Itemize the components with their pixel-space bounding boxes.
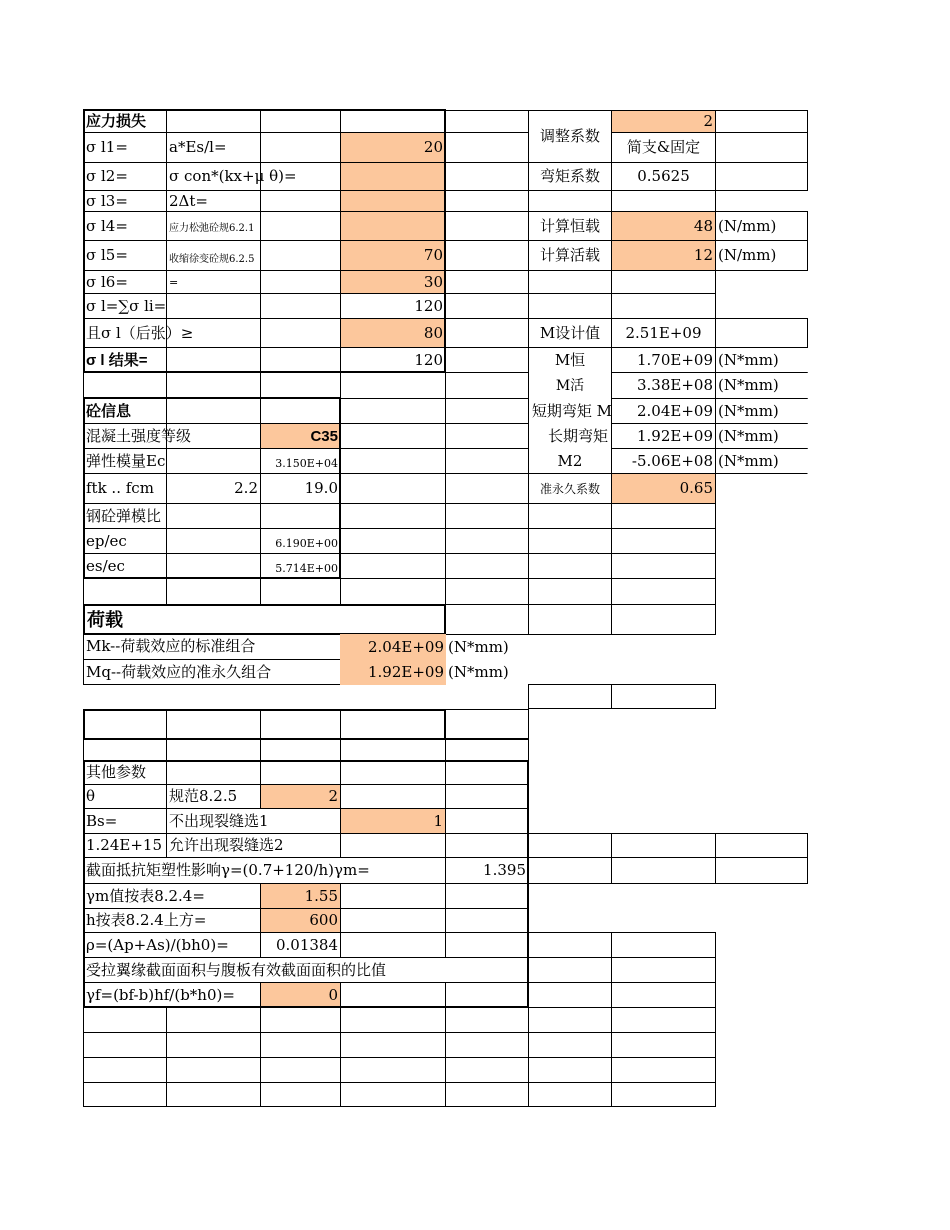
- empty-cell[interactable]: [445, 110, 529, 133]
- empty-cell[interactable]: [260, 162, 341, 191]
- m-design-value: 2.51E+09: [611, 318, 716, 348]
- gamma-value: 1.395: [445, 857, 529, 884]
- empty-cell[interactable]: [340, 578, 446, 605]
- theta-input[interactable]: 2: [260, 784, 341, 809]
- empty-cell[interactable]: [611, 553, 716, 579]
- sl4-input[interactable]: [340, 211, 446, 241]
- empty-cell[interactable]: [445, 347, 529, 373]
- empty-cell[interactable]: [611, 1082, 716, 1107]
- empty-cell[interactable]: [340, 908, 446, 933]
- empty-cell[interactable]: [166, 347, 261, 373]
- empty-cell[interactable]: [528, 932, 612, 958]
- sl2-input[interactable]: [340, 162, 446, 191]
- empty-cell[interactable]: [445, 709, 529, 739]
- empty-cell[interactable]: [340, 448, 446, 474]
- gm-label: γm值按表8.2.4=: [83, 883, 261, 909]
- m2-unit: (N*mm): [715, 448, 808, 474]
- sl5-input[interactable]: 70: [340, 240, 446, 271]
- short-value: 2.04E+09: [611, 398, 716, 424]
- empty-cell[interactable]: [611, 1057, 716, 1083]
- empty-cell[interactable]: [528, 833, 612, 858]
- empty-cell[interactable]: [340, 709, 446, 739]
- sl3-label: σ l3=: [83, 190, 167, 212]
- sum-label-text: σ l=∑σ li=: [86, 296, 167, 315]
- empty-cell[interactable]: [260, 132, 341, 163]
- sl2-formula: σ con*(kx+μ θ)=: [166, 162, 261, 191]
- empty-cell[interactable]: [166, 110, 261, 133]
- empty-cell[interactable]: [445, 982, 529, 1008]
- empty-cell[interactable]: [83, 372, 167, 399]
- concrete-title: 砼信息: [83, 398, 167, 424]
- empty-cell[interactable]: [166, 293, 261, 319]
- empty-cell[interactable]: [528, 503, 612, 529]
- quasi-label: 准永久系数: [528, 473, 612, 504]
- sum-label: [83, 293, 167, 319]
- ec-label-text: 弹性模量Ec: [86, 451, 166, 470]
- empty-cell[interactable]: [340, 784, 446, 809]
- empty-cell[interactable]: [445, 503, 529, 529]
- h-label: h按表8.2.4上方=: [83, 908, 261, 933]
- m-live-unit: (N*mm): [715, 372, 808, 399]
- empty-cell[interactable]: [445, 398, 529, 424]
- long-unit: (N*mm): [715, 423, 808, 449]
- sl6-input[interactable]: 30: [340, 270, 446, 294]
- empty-cell[interactable]: [528, 528, 612, 554]
- empty-cell[interactable]: [340, 739, 446, 761]
- mq-unit: (N*mm): [448, 662, 509, 681]
- gf-input[interactable]: 0: [260, 982, 341, 1008]
- empty-cell[interactable]: [260, 293, 341, 319]
- empty-cell[interactable]: [445, 162, 529, 191]
- gf-label: γf=(bf-b)hf/(b*h0)=: [83, 982, 261, 1008]
- empty-cell[interactable]: [715, 132, 808, 163]
- empty-cell[interactable]: [528, 190, 612, 212]
- empty-cell[interactable]: [611, 857, 716, 884]
- live-load-unit: (N/mm): [715, 240, 808, 271]
- empty-cell[interactable]: [340, 760, 446, 785]
- empty-cell[interactable]: [528, 1057, 612, 1083]
- empty-cell[interactable]: [166, 372, 261, 399]
- empty-cell[interactable]: [83, 1032, 167, 1058]
- other-title: [83, 760, 167, 785]
- empty-cell[interactable]: [260, 270, 341, 294]
- empty-cell[interactable]: [83, 739, 167, 761]
- dead-load-input[interactable]: 48: [611, 211, 716, 241]
- empty-cell[interactable]: [166, 709, 261, 739]
- empty-cell[interactable]: [445, 1057, 529, 1083]
- theta-ref: 规范8.2.5: [166, 784, 261, 809]
- empty-cell[interactable]: [528, 604, 612, 635]
- empty-cell[interactable]: [260, 1032, 341, 1058]
- gamma-label: 截面抵抗矩塑性影响γ=(0.7+120/h)γm=: [83, 857, 446, 884]
- empty-cell[interactable]: [340, 1082, 446, 1107]
- empty-cell[interactable]: [611, 190, 716, 212]
- empty-cell[interactable]: [528, 553, 612, 579]
- empty-cell[interactable]: [528, 1032, 612, 1058]
- empty-cell[interactable]: [611, 604, 716, 635]
- empty-cell[interactable]: [445, 1007, 529, 1033]
- empty-cell[interactable]: [445, 372, 529, 399]
- empty-cell[interactable]: [340, 503, 446, 529]
- result-label: σ l 结果=: [83, 347, 167, 373]
- empty-cell[interactable]: [340, 1007, 446, 1033]
- empty-cell[interactable]: [83, 1082, 167, 1107]
- empty-cell[interactable]: [445, 604, 529, 635]
- bs-opt1: 不出现裂缝选1: [166, 808, 341, 834]
- empty-cell[interactable]: [166, 503, 261, 529]
- empty-cell[interactable]: [715, 162, 808, 191]
- empty-cell[interactable]: [166, 448, 261, 474]
- ratio-label-text: 钢砼弹模比: [86, 506, 162, 525]
- empty-cell[interactable]: [166, 528, 261, 554]
- sum-value: 120: [340, 293, 446, 319]
- ratio-label: [83, 503, 167, 529]
- empty-cell[interactable]: [528, 1082, 612, 1107]
- min-label: [83, 318, 194, 348]
- min-label-text: 且σ l（后张）≥: [86, 323, 194, 342]
- empty-cell[interactable]: [445, 528, 529, 554]
- empty-cell[interactable]: [611, 503, 716, 529]
- sl3-input[interactable]: [340, 190, 446, 212]
- empty-cell[interactable]: [611, 684, 716, 709]
- empty-cell[interactable]: [340, 423, 446, 449]
- stress-loss-title: 应力损失: [83, 110, 167, 133]
- empty-cell[interactable]: [260, 1007, 341, 1033]
- short-unit: (N*mm): [715, 398, 808, 424]
- empty-cell[interactable]: [166, 1032, 261, 1058]
- empty-cell[interactable]: [166, 553, 261, 579]
- sl5-label: σ l5=: [83, 240, 167, 271]
- empty-cell[interactable]: [611, 982, 716, 1008]
- sl2-label: σ l2=: [83, 162, 167, 191]
- empty-cell[interactable]: [166, 760, 261, 785]
- empty-cell[interactable]: [340, 473, 446, 504]
- sl6-formula: =: [166, 270, 261, 294]
- empty-cell[interactable]: [260, 398, 341, 424]
- quasi-input[interactable]: 0.65: [611, 473, 716, 504]
- moment-coef-value: 0.5625: [611, 162, 716, 191]
- sl1-input[interactable]: 20: [340, 132, 446, 163]
- empty-cell[interactable]: [445, 132, 529, 163]
- bs-num: 1.24E+15: [83, 833, 167, 858]
- empty-cell[interactable]: [445, 908, 529, 933]
- m-dead-label: M恒: [554, 350, 586, 369]
- empty-cell[interactable]: [166, 1082, 261, 1107]
- bs-input[interactable]: 1: [340, 808, 446, 834]
- empty-cell[interactable]: [166, 398, 261, 424]
- empty-cell[interactable]: [445, 883, 529, 909]
- empty-cell[interactable]: [83, 1007, 167, 1033]
- m-design-label: M设计值: [528, 318, 612, 348]
- mk-label: Mk--荷载效应的标准组合: [83, 634, 341, 660]
- empty-cell[interactable]: [445, 1032, 529, 1058]
- other-title-text: 其他参数: [86, 763, 147, 781]
- gm-input[interactable]: 1.55: [260, 883, 341, 909]
- empty-cell[interactable]: [260, 1082, 341, 1107]
- long-value: 1.92E+09: [611, 423, 716, 449]
- empty-cell[interactable]: [340, 833, 446, 858]
- empty-cell[interactable]: [260, 240, 341, 271]
- empty-cell[interactable]: [260, 110, 341, 133]
- empty-cell[interactable]: [445, 318, 529, 348]
- sl4-formula: 应力松弛砼规6.2.1: [166, 211, 261, 241]
- empty-cell[interactable]: [445, 739, 529, 761]
- adjust-input[interactable]: 2: [611, 110, 716, 133]
- rho-value: 0.01384: [260, 932, 341, 958]
- empty-cell[interactable]: [83, 578, 167, 605]
- grade-label: [83, 423, 192, 449]
- empty-cell[interactable]: [260, 739, 341, 761]
- empty-cell[interactable]: [445, 473, 529, 504]
- empty-cell[interactable]: [528, 293, 612, 319]
- empty-cell[interactable]: [166, 1057, 261, 1083]
- h-input[interactable]: 600: [260, 908, 341, 933]
- empty-cell[interactable]: [260, 372, 341, 399]
- empty-cell[interactable]: [83, 709, 167, 739]
- empty-cell[interactable]: [445, 553, 529, 579]
- empty-cell[interactable]: [260, 347, 341, 373]
- grade-label-text: 混凝土强度等级: [86, 426, 192, 445]
- es-value: 5.714E+00: [260, 553, 341, 579]
- empty-cell[interactable]: [445, 760, 529, 785]
- ftk-value: 2.2: [166, 473, 261, 504]
- mq-value[interactable]: 1.92E+09: [340, 659, 446, 685]
- empty-cell[interactable]: [260, 578, 341, 605]
- empty-cell[interactable]: [715, 857, 808, 884]
- empty-cell[interactable]: [340, 982, 446, 1008]
- empty-cell[interactable]: [340, 372, 446, 399]
- empty-cell[interactable]: [528, 857, 612, 884]
- mq-label: Mq--荷载效应的准永久组合: [83, 659, 341, 685]
- rho-label: ρ=(Ap+As)/(bh0)=: [83, 932, 261, 958]
- dead-load-unit: (N/mm): [715, 211, 808, 241]
- empty-cell[interactable]: [611, 293, 716, 319]
- empty-cell[interactable]: [445, 1082, 529, 1107]
- ep-value: 6.190E+00: [260, 528, 341, 554]
- ep-label: ep/ec: [83, 528, 167, 554]
- support-type[interactable]: 简支&固定: [611, 132, 716, 163]
- bs-label: Bs=: [83, 808, 167, 834]
- empty-cell[interactable]: [611, 270, 716, 294]
- empty-cell[interactable]: [260, 318, 341, 348]
- empty-cell[interactable]: [445, 270, 529, 294]
- empty-cell[interactable]: [528, 957, 612, 983]
- empty-cell[interactable]: [611, 578, 716, 605]
- moment-coef-label: 弯矩系数: [528, 162, 612, 191]
- empty-cell[interactable]: [611, 833, 716, 858]
- empty-cell[interactable]: [166, 423, 261, 449]
- empty-cell[interactable]: [340, 398, 446, 424]
- empty-cell[interactable]: [445, 423, 529, 449]
- load-title: 荷载: [83, 604, 446, 635]
- empty-cell[interactable]: [340, 1057, 446, 1083]
- empty-cell[interactable]: [445, 211, 529, 241]
- m2-value: -5.06E+08: [611, 448, 716, 474]
- short-label: 短期弯矩 M: [531, 401, 612, 420]
- m2-label: M2: [557, 451, 583, 470]
- sl5-formula: 收缩徐变砼规6.2.5: [166, 240, 261, 271]
- empty-cell[interactable]: [528, 684, 612, 709]
- m-live-label: M活: [555, 377, 585, 394]
- empty-cell[interactable]: [340, 528, 446, 554]
- empty-cell[interactable]: [445, 293, 529, 319]
- empty-cell[interactable]: [611, 528, 716, 554]
- result-value: 120: [340, 347, 446, 373]
- empty-cell[interactable]: [445, 190, 529, 212]
- sl1-formula: a*Es/l=: [166, 132, 261, 163]
- empty-cell[interactable]: [166, 1007, 261, 1033]
- live-load-label: 计算活载: [528, 240, 612, 271]
- adjust-label: 调整系数: [528, 110, 612, 163]
- m-live-value: 3.38E+08: [611, 372, 716, 399]
- empty-cell[interactable]: [715, 833, 808, 858]
- empty-cell[interactable]: [528, 270, 612, 294]
- empty-cell[interactable]: [445, 808, 529, 834]
- empty-cell[interactable]: [611, 1007, 716, 1033]
- empty-cell[interactable]: [166, 578, 261, 605]
- empty-cell[interactable]: [340, 553, 446, 579]
- empty-cell[interactable]: [340, 110, 446, 133]
- theta-label: θ: [83, 784, 167, 809]
- grade-input[interactable]: C35: [260, 423, 341, 449]
- empty-cell[interactable]: [445, 784, 529, 809]
- es-label: es/ec: [83, 553, 167, 579]
- empty-cell[interactable]: [611, 957, 716, 983]
- sl6-label: σ l6=: [83, 270, 167, 294]
- empty-cell[interactable]: [260, 709, 341, 739]
- sl1-label: σ l1=: [83, 132, 167, 163]
- sl3-formula: 2Δt=: [166, 190, 261, 212]
- empty-cell[interactable]: [528, 578, 612, 605]
- mk-unit: (N*mm): [448, 637, 509, 656]
- empty-cell[interactable]: [166, 318, 261, 348]
- m-dead-unit: (N*mm): [715, 347, 808, 373]
- empty-cell[interactable]: [260, 760, 341, 785]
- m-dead-value: 1.70E+09: [611, 347, 716, 373]
- empty-cell[interactable]: [260, 190, 341, 212]
- live-load-input[interactable]: 12: [611, 240, 716, 271]
- bs-opt2: 允许出现裂缝选2: [166, 833, 341, 858]
- empty-cell[interactable]: [611, 932, 716, 958]
- empty-cell[interactable]: [528, 982, 612, 1008]
- empty-cell[interactable]: [528, 1007, 612, 1033]
- empty-cell[interactable]: [260, 503, 341, 529]
- empty-cell[interactable]: [611, 1032, 716, 1058]
- sl4-label: σ l4=: [83, 211, 167, 241]
- dead-load-label: 计算恒载: [528, 211, 612, 241]
- empty-cell[interactable]: [260, 211, 341, 241]
- empty-cell[interactable]: [445, 833, 529, 858]
- empty-cell[interactable]: [715, 190, 808, 212]
- long-label: 长期弯矩: [547, 426, 608, 445]
- ftk-label: ftk .. fcm: [83, 473, 167, 504]
- mk-value[interactable]: 2.04E+09: [340, 634, 446, 660]
- empty-cell[interactable]: [445, 932, 529, 958]
- empty-cell[interactable]: [445, 240, 529, 271]
- min-input[interactable]: 80: [340, 318, 446, 348]
- fcm-value: 19.0: [260, 473, 341, 504]
- empty-cell[interactable]: [715, 318, 808, 348]
- ec-label: [83, 448, 167, 474]
- empty-cell[interactable]: [340, 883, 446, 909]
- empty-cell[interactable]: [340, 932, 446, 958]
- empty-cell[interactable]: [445, 448, 529, 474]
- empty-cell[interactable]: [166, 739, 261, 761]
- empty-cell[interactable]: [260, 1057, 341, 1083]
- ec-value: 3.150E+04: [260, 448, 341, 474]
- empty-cell[interactable]: [715, 110, 808, 133]
- empty-cell[interactable]: [445, 578, 529, 605]
- empty-cell[interactable]: [340, 1032, 446, 1058]
- empty-cell[interactable]: [83, 1057, 167, 1083]
- flange-desc: 受拉翼缘截面面积与腹板有效截面面积的比值: [83, 957, 529, 983]
